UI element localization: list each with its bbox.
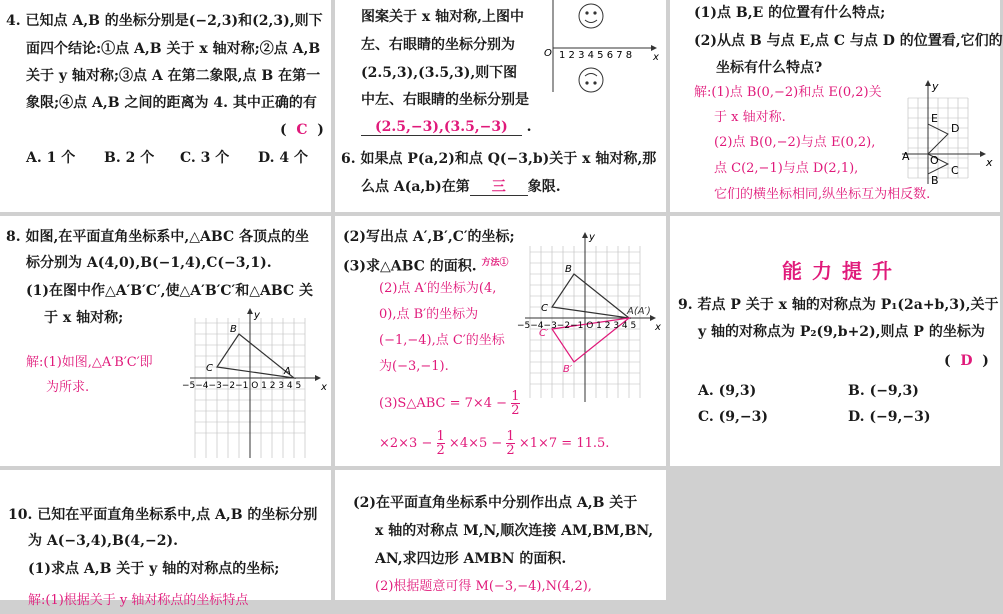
q8b-x-ticks: −5−4−3−2−1 O 1 2 3 4 5 xyxy=(517,321,637,331)
q8b-grid-diagram xyxy=(515,226,665,406)
q9-option-d: D. (−9,−3) xyxy=(848,409,931,425)
q10-sol-1: 解:(1)根据关于 y 轴对称点的坐标特点 xyxy=(28,593,249,608)
q5-answer-line: (2.5,−3),(3.5,−3) . xyxy=(361,114,532,140)
q9-line-2: y 轴的对称点为 P₂(9,b+2),则点 P 的坐标为 xyxy=(698,324,985,340)
q8b-sol-1: (2)点 A′的坐标为(4, xyxy=(379,281,497,296)
method-tag: 方法① xyxy=(481,258,509,268)
svg-text:B′: B′ xyxy=(563,364,573,375)
svg-text:B: B xyxy=(931,174,939,187)
panel-q4 xyxy=(0,0,331,212)
q8b-line-2: (3)求△ABC 的面积. $^{方法①}$ xyxy=(343,258,509,275)
svg-text:E: E xyxy=(931,112,938,125)
svg-text:B: B xyxy=(230,324,237,335)
q4-option-a: A. 1 个 xyxy=(26,150,76,166)
q5-line-4: 中左、右眼睛的坐标分别是 xyxy=(361,92,529,108)
q8b-sol-3: (−1,−4),点 C′的坐标 xyxy=(379,333,505,348)
q8-line-4: 于 x 轴对称; xyxy=(44,310,124,326)
upper-face xyxy=(579,4,603,28)
q6-line-1: 6. 如果点 P(a,2)和点 Q(−3,b)关于 x 轴对称,那 xyxy=(341,151,657,167)
q9-option-a: A. (9,3) xyxy=(698,383,757,399)
svg-text:A: A xyxy=(902,150,910,163)
q4-answer-bracket: ( C ) xyxy=(280,122,324,138)
q7-sol-2: 于 x 轴对称. xyxy=(714,110,786,125)
face-x-ticks: 1 2 3 4 5 6 7 8 xyxy=(559,50,633,61)
q8-sol-1: 解:(1)如图,△A′B′C′即 xyxy=(26,355,153,370)
q5-line-3: (2.5,3),(3.5,3),则下图 xyxy=(361,65,518,81)
panel-q9 xyxy=(670,216,1000,466)
svg-text:A: A xyxy=(284,366,291,377)
q7-line-3: 坐标有什么特点? xyxy=(716,60,823,76)
q6-line-2: 么点 A(a,b)在第 三 象限. xyxy=(361,179,561,195)
svg-text:C: C xyxy=(951,164,959,177)
face-origin-label: O xyxy=(544,48,552,59)
svg-text:C: C xyxy=(206,363,213,374)
face-x-label: x xyxy=(653,52,659,63)
q10-line-3: (1)求点 A,B 关于 y 轴的对称点的坐标; xyxy=(28,561,280,577)
svg-text:A(A′): A(A′) xyxy=(627,306,651,317)
q10b-sol-1: (2)根据题意可得 M(−3,−4),N(4,2), xyxy=(375,579,592,594)
q5-line-2: 左、右眼睛的坐标分别为 xyxy=(361,37,515,53)
svg-text:x: x xyxy=(321,382,327,393)
q10b-line-1: (2)在平面直角坐标系中分别作出点 A,B 关于 xyxy=(353,495,638,511)
svg-text:C: C xyxy=(541,303,548,314)
q7-sol-4: 点 C(2,−1)与点 D(2,1), xyxy=(714,161,859,176)
q9-line-1: 9. 若点 P 关于 x 轴的对称点为 P₁(2a+b,3),关于 xyxy=(678,297,999,313)
panel-q7 xyxy=(670,0,1003,212)
svg-text:C′: C′ xyxy=(539,328,549,339)
q9-answer: D xyxy=(960,353,973,369)
section-header: 能力提升 xyxy=(782,259,902,283)
q7-line-2: (2)从点 B 与点 E,点 C 与点 D 的位置看,它们的 xyxy=(694,33,1003,49)
q10b-line-2: x 轴的对称点 M,N,顺次连接 AM,BM,BN, xyxy=(375,523,654,539)
q10-line-2: 为 A(−3,4),B(4,−2). xyxy=(28,533,178,549)
svg-text:y: y xyxy=(254,310,260,321)
q10b-line-3: AN,求四边形 AMBN 的面积. xyxy=(375,551,567,567)
panel-q10 xyxy=(0,470,331,608)
panel-q10-cont xyxy=(335,470,666,600)
q4-line-2: 面四个结论:①点 A,B 关于 x 轴对称;②点 A,B xyxy=(26,41,321,57)
svg-text:y: y xyxy=(589,232,595,243)
svg-text:y: y xyxy=(932,80,939,93)
q8-x-ticks: −5−4−3−2−1 O 1 2 3 4 5 xyxy=(182,381,302,391)
q4-option-b: B. 2 个 xyxy=(104,150,155,166)
q8b-line-1: (2)写出点 A′,B′,C′的坐标; xyxy=(343,229,515,245)
q4-option-c: C. 3 个 xyxy=(180,150,230,166)
q7-sol-5: 它们的横坐标相同,纵坐标互为相反数. xyxy=(714,187,931,202)
q4-line-1: 4. 已知点 A,B 的坐标分别是(−2,3)和(2,3),则下 xyxy=(6,13,323,29)
q8-grid-diagram xyxy=(180,308,330,458)
face-diagram xyxy=(543,0,663,100)
q10-line-1: 10. 已知在平面直角坐标系中,点 A,B 的坐标分别 xyxy=(8,507,318,523)
q7-sol-1: 解:(1)点 B(0,−2)和点 E(0,2)关 xyxy=(694,85,882,100)
svg-text:x: x xyxy=(655,322,661,333)
q8-sol-2: 为所求. xyxy=(46,380,90,395)
q4-line-4: 象限;④点 A,B 之间的距离为 4. 其中正确的有 xyxy=(26,95,317,111)
q9-option-b: B. (−9,3) xyxy=(848,383,919,399)
svg-text:x: x xyxy=(986,156,993,169)
q7-sol-3: (2)点 B(0,−2)与点 E(0,2), xyxy=(714,135,876,150)
q8b-sol-5: (3)S△ABC = $7\times 4 - \frac{1}{2}$ xyxy=(379,389,520,418)
q5-answer: (2.5,−3),(3.5,−3) xyxy=(361,119,522,136)
q9-option-c: C. (9,−3) xyxy=(698,409,768,425)
q4-option-d: D. 4 个 xyxy=(258,150,309,166)
lower-face xyxy=(579,68,603,92)
q6-answer: 三 xyxy=(470,179,528,196)
q4-answer: C xyxy=(296,122,308,138)
panel-q5-q6 xyxy=(335,0,666,212)
panel-q8 xyxy=(0,216,331,466)
panel-q8-cont xyxy=(335,216,666,466)
q8-line-3: (1)在图中作△A′B′C′,使△A′B′C′和△ABC 关 xyxy=(26,283,313,299)
svg-text:D: D xyxy=(951,122,960,135)
q9-answer-bracket: ( D ) xyxy=(944,353,989,369)
q7-grid-diagram xyxy=(898,80,998,190)
svg-text:B: B xyxy=(565,264,572,275)
q4-line-3: 关于 y 轴对称;③点 A 在第二象限,点 B 在第一 xyxy=(26,68,321,84)
q8b-sol-4: 为(−3,−1). xyxy=(379,359,449,374)
svg-text:O: O xyxy=(930,154,939,167)
q8b-sol-6: $\times 2\times 3 - \frac{1}{2} \times 4\times 5 - \frac{1}{2} \times 1\times 7 = 11.5$. xyxy=(379,429,610,458)
q7-line-1: (1)点 B,E 的位置有什么特点; xyxy=(694,5,886,21)
q8-line-2: 标分别为 A(4,0),B(−1,4),C(−3,1). xyxy=(26,255,272,271)
q8b-sol-2: 0),点 B′的坐标为 xyxy=(379,307,479,322)
q5-line-1: 图案关于 x 轴对称,上图中 xyxy=(361,9,524,25)
q8-line-1: 8. 如图,在平面直角坐标系中,△ABC 各顶点的坐 xyxy=(6,229,309,245)
